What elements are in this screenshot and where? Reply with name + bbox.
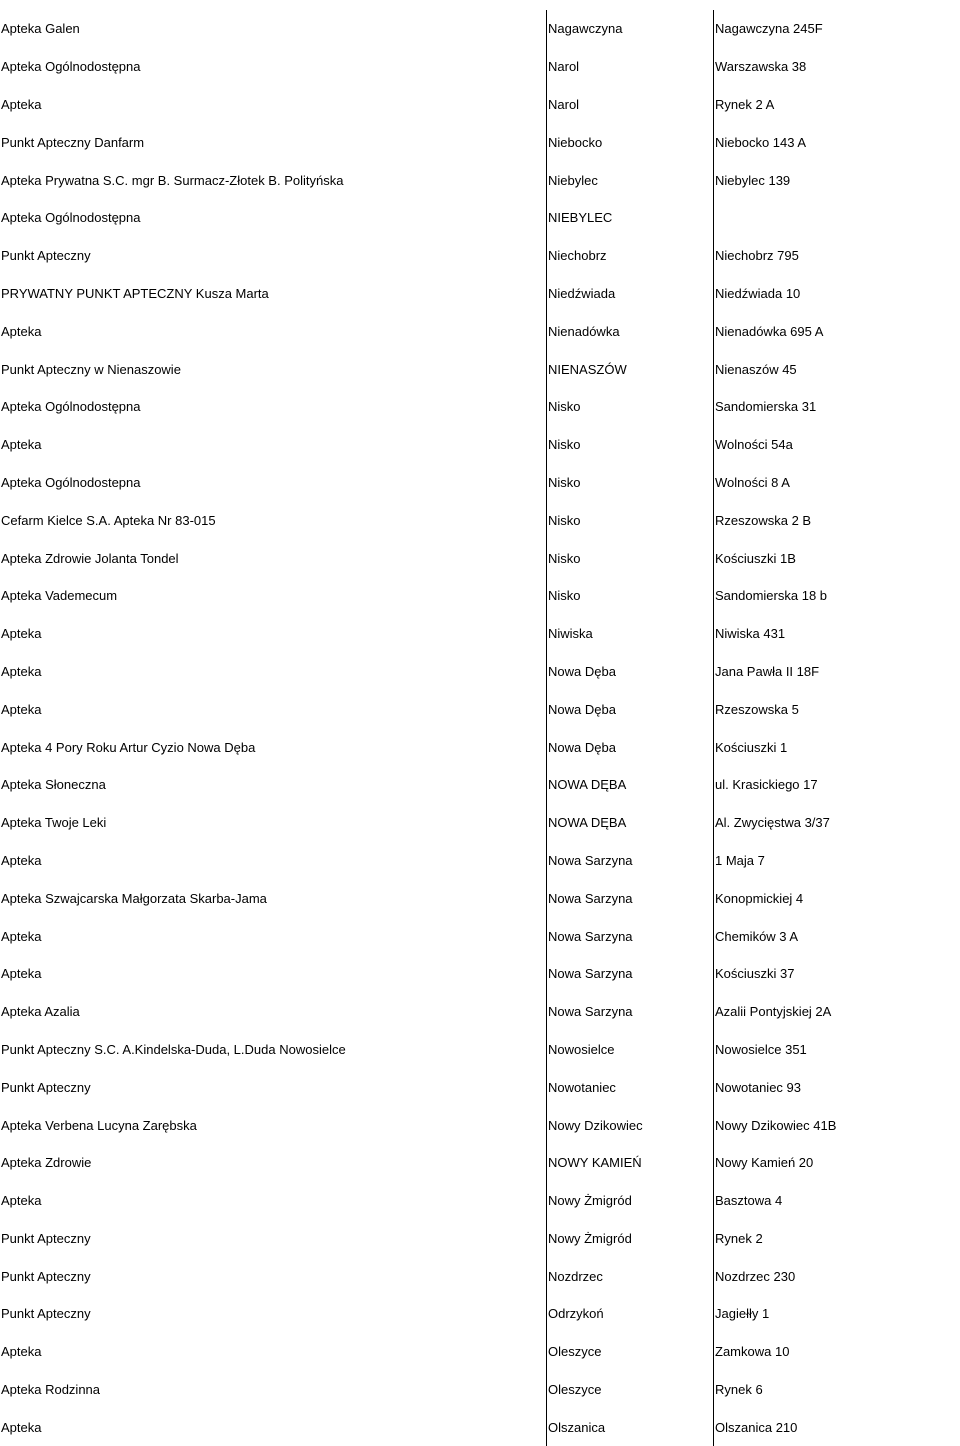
pharmacy-name-cell: Apteka Azalia [1,1004,80,1020]
pharmacy-name-cell: Punkt Apteczny [1,248,91,264]
town-cell: Nisko [546,464,713,502]
address-cell: Nowy Dzikowiec 41B [713,1106,960,1144]
address-cell: Basztowa 4 [713,1182,960,1220]
table-row [0,501,960,539]
town-cell: Nagawczyna [546,10,713,48]
pharmacy-name-cell: Apteka Zdrowie Jolanta Tondel [1,550,179,566]
pharmacy-name-cell: Apteka Słoneczna [1,777,106,793]
address-cell: Nagawczyna 245F [713,10,960,48]
address-cell: Nienadówka 695 A [713,312,960,350]
table-row [0,48,960,86]
address-cell: Nozdrzec 230 [713,1257,960,1295]
table-row [0,1333,960,1371]
town-cell: Oleszyce [546,1333,713,1371]
town-cell: Nowa Sarzyna [546,879,713,917]
address-cell: Jagiełły 1 [713,1295,960,1333]
address-cell: Sandomierska 18 b [713,577,960,615]
pharmacy-name-cell: Apteka [1,852,42,868]
town-cell: Nowa Sarzyna [546,955,713,993]
table-row [0,577,960,615]
pharmacy-name-cell: Apteka [1,626,42,642]
town-cell: Nisko [546,577,713,615]
pharmacy-name-cell: Apteka Rodzinna [1,1382,101,1398]
town-cell: Niebocko [546,123,713,161]
town-cell: NIENASZÓW [546,350,713,388]
town-cell: Nowa Dęba [546,653,713,691]
address-cell: Warszawska 38 [713,48,960,86]
address-cell: Kościuszki 1B [713,539,960,577]
town-cell: Nowa Sarzyna [546,842,713,880]
pharmacy-name-cell: Apteka Vademecum [1,588,118,604]
pharmacy-name-cell: Apteka Ogólnodostepna [1,474,141,490]
table-row [0,766,960,804]
address-cell: Niwiska 431 [713,615,960,653]
pharmacy-name-cell: Apteka Verbena Lucyna Zarębska [1,1117,197,1133]
address-cell: Nowotaniec 93 [713,1068,960,1106]
address-cell: Nowosielce 351 [713,1031,960,1069]
address-cell: ul. Krasickiego 17 [713,766,960,804]
town-cell: NOWY KAMIEŃ [546,1144,713,1182]
pharmacy-name-cell: Punkt Apteczny [1,1230,91,1246]
town-cell: NOWA DĘBA [546,804,713,842]
table-row [0,1257,960,1295]
pharmacy-name-cell: Punkt Apteczny w Nienaszowie [1,361,181,377]
town-cell: Nowa Dęba [546,728,713,766]
table-row [0,1106,960,1144]
pharmacy-table [0,10,960,1446]
town-cell: Nisko [546,388,713,426]
table-row [0,804,960,842]
table-row [0,690,960,728]
table-row [0,1031,960,1069]
pharmacy-name-cell: PRYWATNY PUNKT APTECZNY Kusza Marta [1,285,269,301]
table-row [0,539,960,577]
pharmacy-name-cell: Apteka Galen [1,21,80,37]
address-cell: Rynek 2 A [713,86,960,124]
town-cell: Nowosielce [546,1031,713,1069]
town-cell: Nowy Dzikowiec [546,1106,713,1144]
address-cell: Sandomierska 31 [713,388,960,426]
pharmacy-name-cell: Apteka [1,928,42,944]
town-cell: Nisko [546,539,713,577]
address-cell: Niechobrz 795 [713,237,960,275]
table-row [0,1182,960,1220]
table-row [0,123,960,161]
table-row [0,879,960,917]
table-row [0,86,960,124]
pharmacy-name-cell: Apteka [1,1419,42,1435]
address-cell: Olszanica 210 [713,1408,960,1446]
pharmacy-name-cell: Apteka [1,701,42,717]
pharmacy-name-cell: Apteka Zdrowie [1,1155,92,1171]
pharmacy-name-cell: Apteka [1,96,42,112]
address-cell: Kościuszki 37 [713,955,960,993]
pharmacy-name-cell: Punkt Apteczny Danfarm [1,134,145,150]
pharmacy-name-cell: Apteka Ogólnodostępna [1,59,141,75]
pharmacy-name-cell: Apteka 4 Pory Roku Artur Cyzio Nowa Dęba [1,739,256,755]
address-cell: 1 Maja 7 [713,842,960,880]
table-row [0,993,960,1031]
pharmacy-name-cell: Apteka [1,1193,42,1209]
town-cell: Nisko [546,426,713,464]
town-cell: Niechobrz [546,237,713,275]
address-cell: Nienaszów 45 [713,350,960,388]
address-cell: Wolności 54a [713,426,960,464]
address-cell: Jana Pawła II 18F [713,653,960,691]
table-row [0,388,960,426]
town-cell: Narol [546,48,713,86]
pharmacy-name-cell: Apteka [1,966,42,982]
table-row [0,728,960,766]
town-cell: Niebylec [546,161,713,199]
table-row [0,426,960,464]
pharmacy-name-cell: Apteka [1,323,42,339]
table-row [0,10,960,48]
address-cell: Niedźwiada 10 [713,275,960,313]
town-cell: Olszanica [546,1408,713,1446]
pharmacy-name-cell: Apteka Twoje Leki [1,815,107,831]
pharmacy-name-cell: Punkt Apteczny [1,1306,91,1322]
address-cell: Rzeszowska 2 B [713,501,960,539]
address-cell: Nowy Kamień 20 [713,1144,960,1182]
town-cell: Nienadówka [546,312,713,350]
address-cell: Zamkowa 10 [713,1333,960,1371]
pharmacy-name-cell: Punkt Apteczny S.C. A.Kindelska-Duda, L.Duda Nowosielce [1,1041,346,1057]
town-cell: Nowy Żmigród [546,1220,713,1258]
address-cell: Konopmickiej 4 [713,879,960,917]
pharmacy-name-cell: Cefarm Kielce S.A. Apteka Nr 83-015 [1,512,216,528]
table-row [0,350,960,388]
address-cell: Kościuszki 1 [713,728,960,766]
town-cell: Niwiska [546,615,713,653]
address-cell: Niebylec 139 [713,161,960,199]
table-row [0,1371,960,1409]
pharmacy-name-cell: Apteka [1,1344,42,1360]
town-cell: Nowa Sarzyna [546,993,713,1031]
table-row [0,1068,960,1106]
town-cell: Nowa Sarzyna [546,917,713,955]
address-cell: Niebocko 143 A [713,123,960,161]
address-cell: Rzeszowska 5 [713,690,960,728]
table-row [0,161,960,199]
table-row [0,955,960,993]
town-cell: NOWA DĘBA [546,766,713,804]
town-cell: Nowa Dęba [546,690,713,728]
address-cell: Azalii Pontyjskiej 2A [713,993,960,1031]
table-row [0,917,960,955]
table-row [0,312,960,350]
pharmacy-name-cell: Apteka [1,437,42,453]
table-row [0,1408,960,1446]
town-cell: Nozdrzec [546,1257,713,1295]
table-row [0,199,960,237]
town-cell: Nisko [546,501,713,539]
pharmacy-name-cell: Apteka [1,663,42,679]
pharmacy-name-cell: Apteka Ogólnodostępna [1,210,141,226]
table-row [0,275,960,313]
table-row [0,464,960,502]
town-cell: Nowotaniec [546,1068,713,1106]
table-row [0,1220,960,1258]
town-cell: Odrzykoń [546,1295,713,1333]
table-row [0,237,960,275]
address-cell: Rynek 2 [713,1220,960,1258]
table-row [0,615,960,653]
address-cell: Wolności 8 A [713,464,960,502]
address-cell: Rynek 6 [713,1371,960,1409]
table-row [0,842,960,880]
pharmacy-name-cell: Punkt Apteczny [1,1268,91,1284]
table-row [0,1144,960,1182]
town-cell: Narol [546,86,713,124]
pharmacy-name-cell: Apteka Prywatna S.C. mgr B. Surmacz-Złotek B. Polityńska [1,172,344,188]
town-cell: Niedźwiada [546,275,713,313]
town-cell: Nowy Żmigród [546,1182,713,1220]
address-cell: Al. Zwycięstwa 3/37 [713,804,960,842]
address-cell: Chemików 3 A [713,917,960,955]
pharmacy-name-cell: Punkt Apteczny [1,1079,91,1095]
table-row [0,653,960,691]
town-cell: NIEBYLEC [546,199,713,237]
pharmacy-name-cell: Apteka Ogólnodostępna [1,399,141,415]
address-cell [713,199,960,237]
pharmacy-name-cell: Apteka Szwajcarska Małgorzata Skarba-Jama [1,890,267,906]
table-row [0,1295,960,1333]
town-cell: Oleszyce [546,1371,713,1409]
